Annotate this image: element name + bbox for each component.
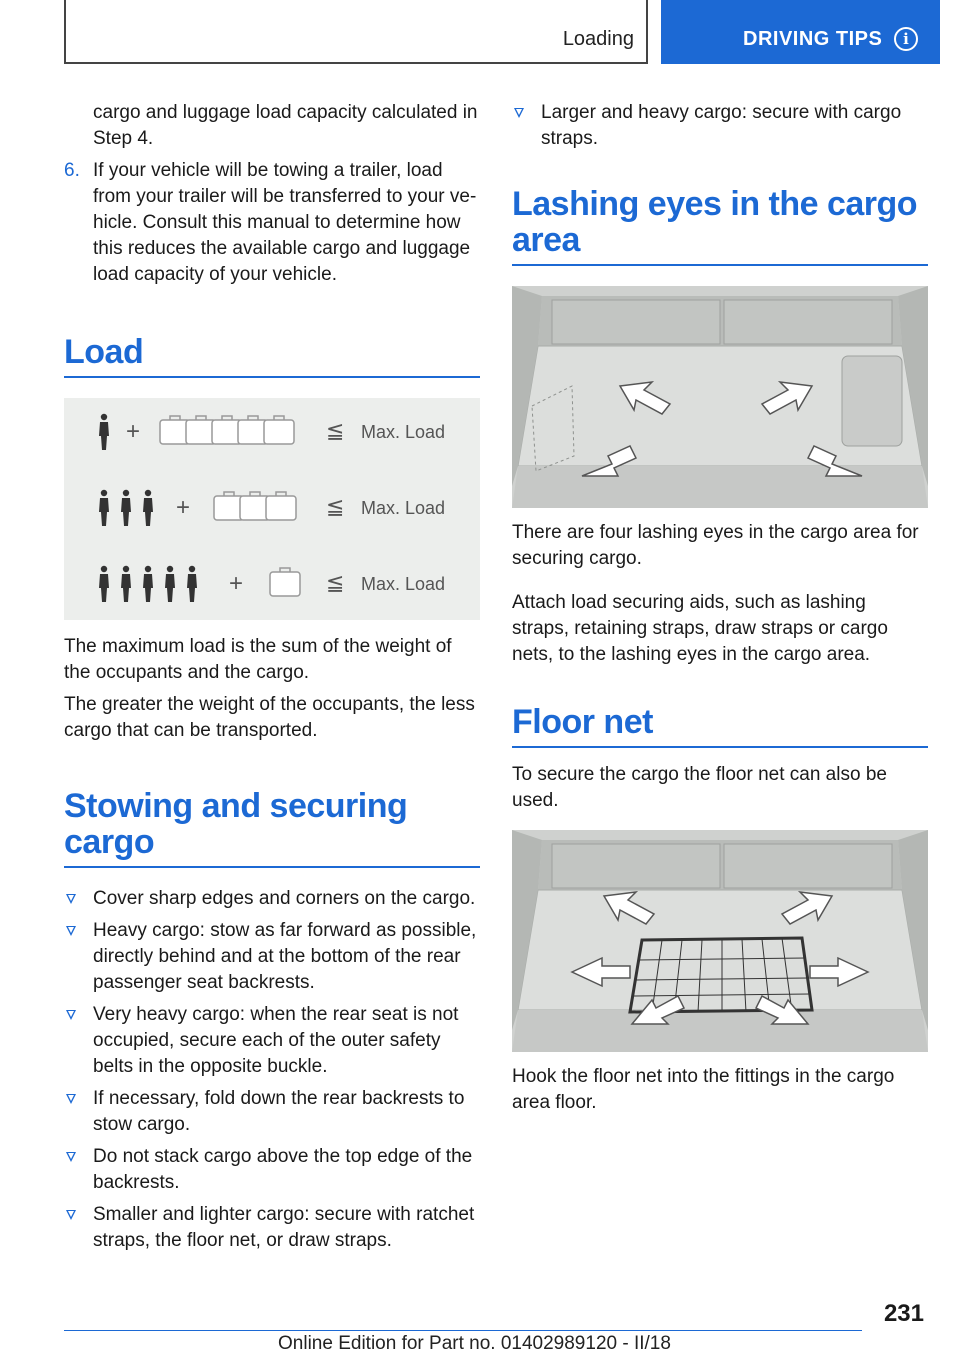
triangle-bullet-icon [66,894,76,904]
list-item: Very heavy cargo: when the rear seat is not occupied, secure each of the outer safety belts in the opposite buckle. [64,1002,480,1080]
triangle-bullet-icon [66,1210,76,1220]
max-load-label: Max. Load [361,574,446,594]
load-figure [64,398,480,620]
load-heading: Load [64,334,480,378]
list-item: Heavy cargo: stow as far forward as possible, directly behind and at the bottom of the rear passenger seat backrests. [64,918,480,996]
edition-text: Online Edition for Part no. 01402989120 - II/18 [278,1333,671,1354]
floor-net-illustration [512,830,928,1052]
lashing-paragraph-2: Attach load securing aids, such as lashing straps, retaining straps, draw straps or cargo nets, to the lashing eyes in the cargo area. [512,592,888,665]
leq-sign: ≦ [326,418,345,443]
floor-net-figure [512,830,928,1052]
triangle-bullet-icon [514,108,524,118]
list-item: If necessary, fold down the rear backrests to stow cargo. [64,1086,480,1138]
leq-sign: ≦ [326,570,345,595]
triangle-bullet-icon [66,1010,76,1020]
floor-net-paragraph-1: To secure the cargo the floor net can also be used. [512,764,887,811]
triangle-bullet-icon [66,1152,76,1162]
header-chapter-title: DRIVING TIPS [743,28,883,50]
lashing-paragraph-1: There are four lashing eyes in the cargo area for securing cargo. [512,522,919,569]
list-item: Cover sharp edges and corners on the cargo. [64,886,480,912]
plus-sign: + [229,570,244,597]
footer-divider [64,1330,862,1331]
continued-list [512,100,928,152]
stowing-heading: Stowing and securing cargo [64,788,480,868]
right-column [512,100,928,1116]
header-section-title: Loading [562,28,634,50]
stowing-list [64,886,480,1254]
max-load-label: Max. Load [361,498,446,518]
floor-net-paragraph-2: Hook the floor net into the fittings in the cargo area floor. [512,1066,895,1113]
lashing-heading: Lashing eyes in the cargo area [512,186,928,266]
lashing-eyes-figure [512,286,928,508]
left-column [64,100,480,1254]
cargo-area-illustration [512,286,928,508]
list-item: Larger and heavy cargo: secure with cargo straps. [512,100,928,152]
plus-sign: + [176,494,191,521]
step-number: 6. [64,160,80,181]
triangle-bullet-icon [66,1094,76,1104]
step-text: If your vehicle will be towing a trailer, load from your trailer will be transferred to your vehicle. Consult this manual to determine how this reduces the available cargo and luggage load capacity of your vehicle. [93,160,477,285]
info-icon[interactable]: i [894,27,918,51]
intro-continuation: cargo and luggage load capacity calculated in Step 4. [93,102,478,149]
plus-sign: + [126,418,141,445]
header-chapter-tab[interactable] [661,0,940,64]
max-load-label: Max. Load [361,422,446,442]
load-paragraph-1: The maximum load is the sum of the weight of the occupants and the cargo. [64,636,452,683]
floor-net-heading: Floor net [512,704,928,748]
triangle-bullet-icon [66,926,76,936]
page-number: 231 [883,1300,924,1327]
load-paragraph-2: The greater the weight of the occupants, the less cargo that can be transported. [64,694,475,741]
leq-sign: ≦ [326,494,345,519]
footer-edition [278,1333,671,1355]
step-6 [64,158,480,288]
header-section-box [64,0,648,64]
list-item: Smaller and lighter cargo: secure with ratchet straps, the floor net, or draw straps. [64,1202,480,1254]
list-item: Do not stack cargo above the top edge of the backrests. [64,1144,480,1196]
